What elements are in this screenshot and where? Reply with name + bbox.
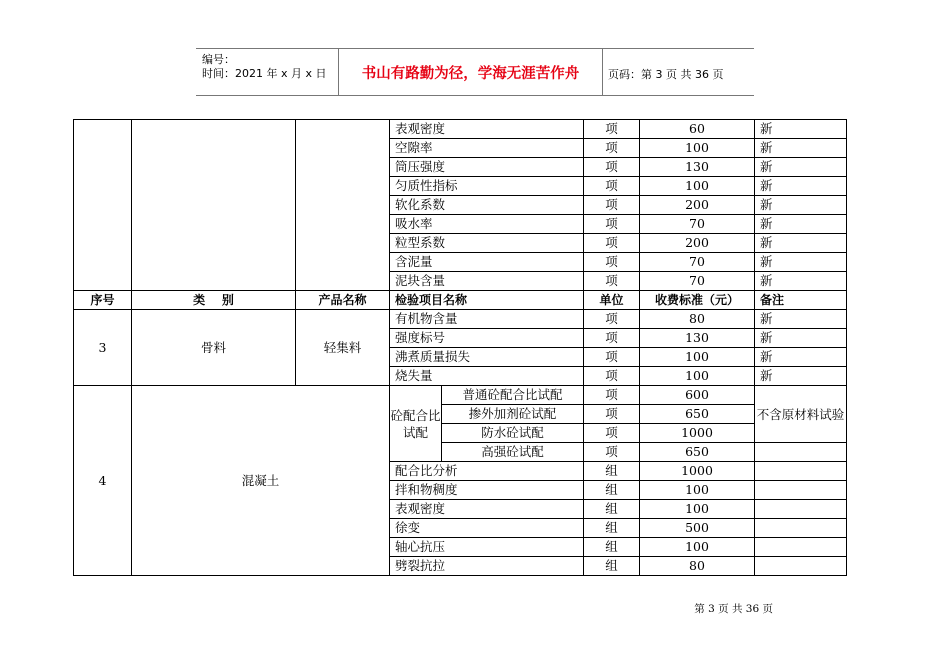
group-category: 骨料 — [132, 310, 296, 386]
item-name: 沸煮质量损失 — [390, 348, 584, 367]
date-text: 时间：2021 年 x 月 x 日 — [202, 67, 327, 80]
code-label: 编号： — [202, 53, 235, 66]
mix-trial-label: 砼配合比试配 — [390, 386, 442, 462]
unit: 项 — [584, 367, 640, 386]
fee: 100 — [640, 538, 755, 557]
item-name: 劈裂抗拉 — [390, 557, 584, 576]
note: 新 — [755, 329, 847, 348]
note: 新 — [755, 158, 847, 177]
unit: 项 — [584, 177, 640, 196]
header-fee: 收费标准（元） — [640, 291, 755, 310]
item-name: 表观密度 — [390, 120, 584, 139]
item-name: 有机物含量 — [390, 310, 584, 329]
unit: 组 — [584, 481, 640, 500]
item-name: 普通砼配合比试配 — [442, 386, 584, 405]
cell-no-blank — [74, 120, 132, 291]
fee: 130 — [640, 158, 755, 177]
item-name: 软化系数 — [390, 196, 584, 215]
fee: 70 — [640, 272, 755, 291]
note: 新 — [755, 196, 847, 215]
note-blank — [755, 538, 847, 557]
note: 新 — [755, 120, 847, 139]
fee: 70 — [640, 253, 755, 272]
note: 新 — [755, 367, 847, 386]
group-product: 轻集料 — [296, 310, 390, 386]
fee: 1000 — [640, 462, 755, 481]
table-header-row — [74, 291, 847, 310]
mix-trial-note: 不含原材料试验 — [755, 386, 847, 443]
unit: 项 — [584, 120, 640, 139]
item-name: 拌和物稠度 — [390, 481, 584, 500]
unit: 项 — [584, 272, 640, 291]
cell-product-blank — [296, 120, 390, 291]
fee: 130 — [640, 329, 755, 348]
unit: 项 — [584, 215, 640, 234]
item-name: 匀质性指标 — [390, 177, 584, 196]
item-name: 泥块含量 — [390, 272, 584, 291]
header-motto: 书山有路勤为径，学海无涯苦作舟 — [361, 65, 580, 82]
fee: 100 — [640, 139, 755, 158]
header-note: 备注 — [755, 291, 847, 310]
table-row — [74, 386, 847, 405]
unit: 项 — [584, 310, 640, 329]
item-name: 强度标号 — [390, 329, 584, 348]
unit: 项 — [584, 253, 640, 272]
header-divider — [602, 48, 603, 96]
table-row — [74, 310, 847, 329]
fee: 650 — [640, 443, 755, 462]
item-name: 轴心抗压 — [390, 538, 584, 557]
unit: 组 — [584, 557, 640, 576]
note-blank — [755, 462, 847, 481]
item-name: 空隙率 — [390, 139, 584, 158]
item-name: 含泥量 — [390, 253, 584, 272]
unit: 项 — [584, 348, 640, 367]
header-no: 序号 — [74, 291, 132, 310]
fee: 80 — [640, 557, 755, 576]
fee: 100 — [640, 367, 755, 386]
note-blank — [755, 500, 847, 519]
note: 新 — [755, 139, 847, 158]
fee-table — [73, 119, 847, 576]
fee: 60 — [640, 120, 755, 139]
header-item: 检验项目名称 — [390, 291, 584, 310]
table-row — [74, 120, 847, 139]
fee: 100 — [640, 500, 755, 519]
fee: 200 — [640, 196, 755, 215]
unit: 项 — [584, 424, 640, 443]
unit: 项 — [584, 158, 640, 177]
item-name: 粒型系数 — [390, 234, 584, 253]
fee: 650 — [640, 405, 755, 424]
fee: 100 — [640, 348, 755, 367]
note-blank — [755, 557, 847, 576]
header-unit: 单位 — [584, 291, 640, 310]
fee: 100 — [640, 177, 755, 196]
header-page-number: 页码：第 3 页 共 36 页 — [608, 68, 724, 81]
unit: 项 — [584, 329, 640, 348]
note-blank — [755, 519, 847, 538]
unit: 组 — [584, 519, 640, 538]
fee: 80 — [640, 310, 755, 329]
unit: 项 — [584, 405, 640, 424]
item-name: 表观密度 — [390, 500, 584, 519]
fee: 70 — [640, 215, 755, 234]
item-name: 徐变 — [390, 519, 584, 538]
fee: 100 — [640, 481, 755, 500]
unit: 项 — [584, 234, 640, 253]
footer-page-number: 第 3 页 共 36 页 — [694, 603, 773, 615]
note: 新 — [755, 215, 847, 234]
unit: 项 — [584, 196, 640, 215]
unit: 项 — [584, 139, 640, 158]
note: 新 — [755, 253, 847, 272]
cell-category-blank — [132, 120, 296, 291]
fee: 1000 — [640, 424, 755, 443]
unit: 项 — [584, 386, 640, 405]
page-header — [196, 48, 754, 96]
unit: 项 — [584, 443, 640, 462]
item-name: 掺外加剂砼试配 — [442, 405, 584, 424]
note: 新 — [755, 234, 847, 253]
unit: 组 — [584, 462, 640, 481]
item-name: 吸水率 — [390, 215, 584, 234]
unit: 组 — [584, 538, 640, 557]
item-name: 烧失量 — [390, 367, 584, 386]
fee: 200 — [640, 234, 755, 253]
item-name: 高强砼试配 — [442, 443, 584, 462]
note: 新 — [755, 177, 847, 196]
note: 新 — [755, 272, 847, 291]
item-name: 配合比分析 — [390, 462, 584, 481]
header-product: 产品名称 — [296, 291, 390, 310]
header-category: 类 别 — [132, 291, 296, 310]
unit: 组 — [584, 500, 640, 519]
note: 新 — [755, 310, 847, 329]
item-name: 筒压强度 — [390, 158, 584, 177]
group-category: 混凝土 — [132, 386, 390, 576]
item-name: 防水砼试配 — [442, 424, 584, 443]
fee: 600 — [640, 386, 755, 405]
note-blank — [755, 443, 847, 462]
group-no: 4 — [74, 386, 132, 576]
fee: 500 — [640, 519, 755, 538]
note-blank — [755, 481, 847, 500]
note: 新 — [755, 348, 847, 367]
group-no: 3 — [74, 310, 132, 386]
